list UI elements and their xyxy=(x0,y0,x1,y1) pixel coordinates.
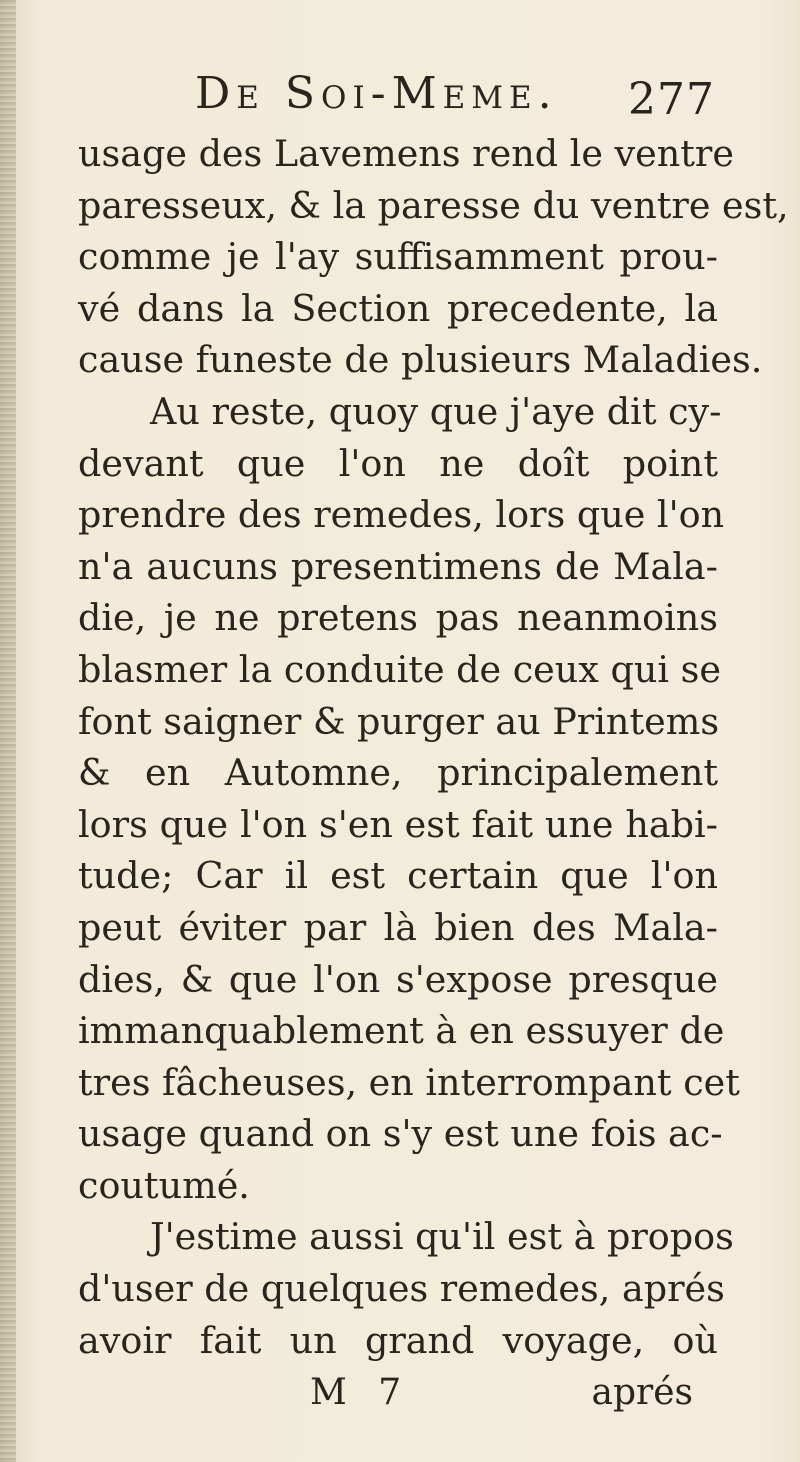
text-line: usage des Lavemens rend le ventre xyxy=(78,132,734,175)
text-line: immanquablement à en essuyer de xyxy=(78,1009,725,1053)
text-line: lors que l'on s'en est fait une habi- xyxy=(78,802,718,846)
text-line: devant que l'on ne doît point xyxy=(78,441,718,485)
text-line: tres fâcheuses, en interrompant cet xyxy=(78,1060,740,1104)
text-line: d'user de quelques remedes, aprés xyxy=(78,1267,725,1311)
text-line: comme je l'ay suffisamment prou- xyxy=(78,235,718,279)
text-line: font saigner & purger au Printems xyxy=(78,699,720,743)
text-line: avoir fait un grand voyage, où xyxy=(78,1318,718,1362)
paragraph-2 xyxy=(78,386,740,1212)
running-title: De Soi-Meme. xyxy=(195,68,558,119)
text-line: cause funeste de plusieurs Maladies. xyxy=(78,338,763,382)
text-line: usage quand on s'y est une fois ac- xyxy=(78,1112,723,1156)
body-text xyxy=(78,128,789,1366)
paragraph-3 xyxy=(78,1211,734,1366)
text-line: prendre des remedes, lors que l'on xyxy=(78,493,725,537)
text-line: coutumé. xyxy=(78,1163,250,1207)
text-line: blasmer la conduite de ceux qui se xyxy=(78,647,721,691)
text-line: Au reste, quoy que j'aye dit cy- xyxy=(150,389,722,433)
text-line: vé dans la Section precedente, la xyxy=(78,286,718,330)
signature-mark: M 7 xyxy=(310,1372,412,1413)
running-header xyxy=(195,68,715,128)
paragraph-1 xyxy=(78,128,789,386)
text-line: J'estime aussi qu'il est à propos xyxy=(150,1215,734,1259)
text-line: paresseux, & la paresse du ventre est, xyxy=(78,183,789,227)
text-line: die, je ne pretens pas neanmoins xyxy=(78,596,718,640)
text-line: tude; Car il est certain que l'on xyxy=(78,854,718,898)
text-line: dies, & que l'on s'expose presque xyxy=(78,957,718,1001)
text-line: peut éviter par là bien des Mala- xyxy=(78,905,718,949)
text-line: & en Automne, principalement xyxy=(78,751,718,795)
page-gutter xyxy=(0,0,16,1462)
page-number: 277 xyxy=(628,74,715,125)
catchword: aprés xyxy=(591,1372,693,1413)
text-line: n'a aucuns presentimens de Mala- xyxy=(78,544,718,588)
page-footer xyxy=(78,1372,693,1428)
